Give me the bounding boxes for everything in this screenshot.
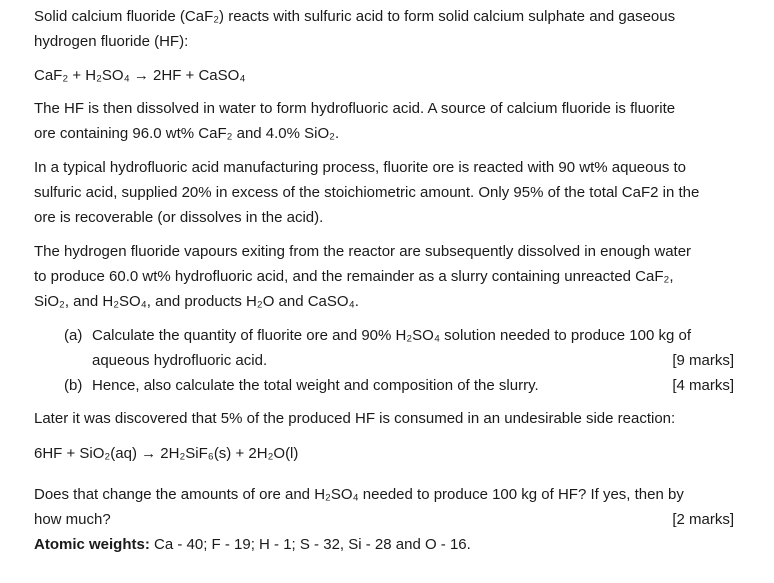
- question-a-marks: [9 marks]: [672, 352, 734, 369]
- question-b-label: (b): [64, 377, 83, 394]
- side-reaction-equation: 6HF + SiO₂(aq) → 2H₂SiF₆(s) + 2H₂O(l): [34, 445, 299, 462]
- question-a-line-2: aqueous hydrofluoric acid.: [92, 352, 268, 369]
- question-a-label: (a): [64, 327, 83, 344]
- process-paragraph-line-1: In a typical hydrofluoric acid manufacturing process, fluorite ore is reacted with 90 wt% aqueous to: [34, 159, 687, 176]
- hf-paragraph-line-2: ore containing 96.0 wt% CaF₂ and 4.0% SiO₂.: [34, 125, 340, 142]
- vapour-paragraph-line-1: The hydrogen fluoride vapours exiting from the reactor are subsequently dissolved in enough water: [34, 243, 692, 260]
- intro-line-1: Solid calcium fluoride (CaF₂) reacts with sulfuric acid to form solid calcium sulphate and gaseous: [34, 8, 676, 25]
- vapour-paragraph-line-3: SiO₂, and H₂SO₄, and products H₂O and CaSO₄.: [34, 293, 359, 310]
- main-reaction-equation: CaF₂ + H₂SO₄ → 2HF + CaSO₄: [34, 67, 246, 84]
- question-b-marks: [4 marks]: [672, 377, 734, 394]
- vapour-paragraph-line-2: to produce 60.0 wt% hydrofluoric acid, and the remainder as a slurry containing unreacted CaF₂,: [34, 268, 674, 285]
- process-paragraph-line-3: ore is recoverable (or dissolves in the acid).: [34, 209, 324, 226]
- atomic-weights: [34, 535, 471, 555]
- question-c-line-1: Does that change the amounts of ore and H₂SO₄ needed to produce 100 kg of HF? If yes, then by: [34, 486, 684, 503]
- intro-line-2: hydrogen fluoride (HF):: [34, 33, 189, 50]
- atomic-weights-values: Ca - 40; F - 19; H - 1; S - 32, Si - 28 and O - 16.: [149, 536, 471, 553]
- question-c-marks: [2 marks]: [672, 511, 734, 528]
- question-a-line-1: Calculate the quantity of fluorite ore and 90% H₂SO₄ solution needed to produce 100 kg of: [92, 327, 691, 344]
- side-reaction-intro: Later it was discovered that 5% of the produced HF is consumed in an undesirable side reaction:: [34, 410, 676, 427]
- atomic-weights-label: Atomic weights:: [34, 536, 150, 553]
- hf-paragraph-line-1: The HF is then dissolved in water to form hydrofluoric acid. A source of calcium fluoride is fluorite: [34, 100, 676, 117]
- process-paragraph-line-2: sulfuric acid, supplied 20% in excess of the stoichiometric amount. Only 95% of the total CaF2 in the: [34, 184, 700, 201]
- question-b-line-1: Hence, also calculate the total weight and composition of the slurry.: [92, 377, 539, 394]
- question-c-line-2: how much?: [34, 511, 111, 528]
